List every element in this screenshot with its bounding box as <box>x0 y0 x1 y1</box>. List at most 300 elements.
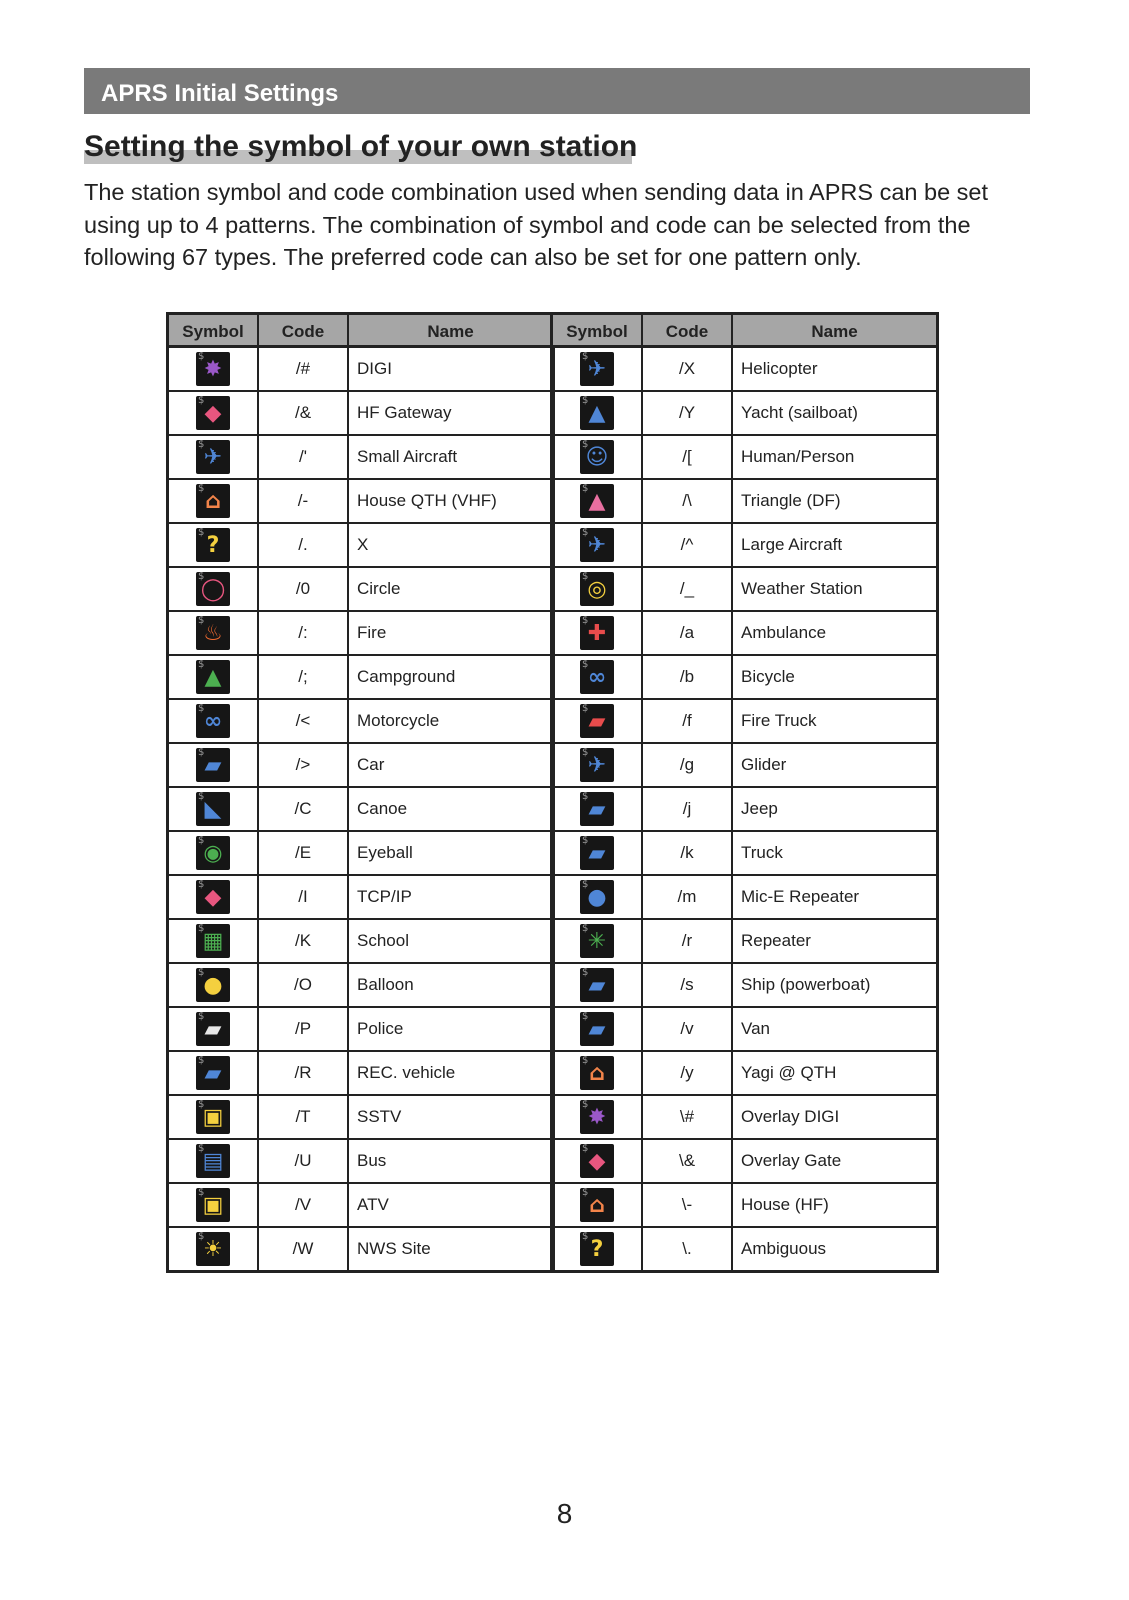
table-row <box>552 611 938 655</box>
section-title: APRS Initial Settings <box>101 80 339 107</box>
name-cell: Triangle (DF) <box>732 479 938 523</box>
mic-repeater-icon <box>580 880 614 914</box>
weather-station-icon <box>580 572 614 606</box>
dollar-mark-icon: $ <box>198 616 205 626</box>
symbol-glyph-icon: ● <box>587 885 607 910</box>
symbol-glyph-icon: ✳ <box>587 929 607 954</box>
code-cell: /E <box>258 831 348 875</box>
dollar-mark-icon: $ <box>582 1144 589 1154</box>
code-cell: /- <box>258 479 348 523</box>
symbol-glyph-icon: ✚ <box>587 621 607 646</box>
symbol-glyph-icon: ▰ <box>204 1061 222 1086</box>
symbol-glyph-icon: ▲ <box>588 401 606 426</box>
name-cell: DIGI <box>348 347 554 392</box>
name-cell: Helicopter <box>732 347 938 392</box>
dollar-mark-icon: $ <box>198 836 205 846</box>
dollar-mark-icon: $ <box>198 528 205 538</box>
code-cell: \& <box>642 1139 732 1183</box>
code-cell: /: <box>258 611 348 655</box>
code-cell: /# <box>258 347 348 392</box>
symbol-glyph-icon: ◎ <box>587 577 607 602</box>
table-row <box>552 1227 938 1272</box>
name-cell: Van <box>732 1007 938 1051</box>
symbol-cell <box>552 1183 643 1227</box>
person-icon <box>580 440 614 474</box>
symbol-cell <box>168 347 259 392</box>
table-row <box>168 1139 554 1183</box>
name-cell: Police <box>348 1007 554 1051</box>
dollar-mark-icon: $ <box>198 1188 205 1198</box>
symbol-glyph-icon: ● <box>203 973 223 998</box>
symbol-cell <box>168 611 259 655</box>
dollar-mark-icon: $ <box>582 1232 589 1242</box>
symbol-glyph-icon: ◆ <box>204 401 222 426</box>
name-cell: ATV <box>348 1183 554 1227</box>
symbol-glyph-icon: ▰ <box>588 841 606 866</box>
house-icon <box>196 484 230 518</box>
name-cell: Bus <box>348 1139 554 1183</box>
powerboat-icon <box>580 968 614 1002</box>
dollar-mark-icon: $ <box>198 572 205 582</box>
symbol-glyph-icon: ♨ <box>203 621 223 646</box>
table-row <box>168 743 554 787</box>
symbol-glyph-icon: ◣ <box>204 797 222 822</box>
symbol-cell <box>552 567 643 611</box>
name-cell: Overlay Gate <box>732 1139 938 1183</box>
sailboat-icon <box>580 396 614 430</box>
name-cell: Large Aircraft <box>732 523 938 567</box>
code-cell: /U <box>258 1139 348 1183</box>
symbol-cell <box>552 1095 643 1139</box>
ambiguous-icon <box>580 1232 614 1266</box>
table-row <box>552 655 938 699</box>
code-cell: /g <box>642 743 732 787</box>
dollar-mark-icon: $ <box>582 748 589 758</box>
table-row <box>552 391 938 435</box>
symbol-glyph-icon: ◉ <box>203 841 223 866</box>
symbol-table-left <box>166 312 555 1273</box>
triangle-df-icon <box>580 484 614 518</box>
code-cell: /j <box>642 787 732 831</box>
symbol-cell <box>552 875 643 919</box>
symbol-glyph-icon: ▲ <box>204 665 222 690</box>
motorcycle-icon <box>196 704 230 738</box>
table-row <box>168 479 554 523</box>
dollar-mark-icon: $ <box>198 924 205 934</box>
name-cell: Overlay DIGI <box>732 1095 938 1139</box>
symbol-glyph-icon: ▤ <box>202 1149 224 1174</box>
name-cell: TCP/IP <box>348 875 554 919</box>
nws-site-icon <box>196 1232 230 1266</box>
code-cell: \# <box>642 1095 732 1139</box>
name-cell: Fire <box>348 611 554 655</box>
symbol-glyph-icon: ∞ <box>587 665 607 690</box>
dollar-mark-icon: $ <box>198 748 205 758</box>
name-cell: Eyeball <box>348 831 554 875</box>
symbol-glyph-icon: ▰ <box>588 797 606 822</box>
symbol-cell <box>168 435 259 479</box>
symbol-glyph-icon: ✈ <box>587 533 607 558</box>
symbol-glyph-icon: ⌂ <box>589 1193 605 1218</box>
table-row <box>552 1007 938 1051</box>
symbol-cell <box>168 963 259 1007</box>
code-cell: /. <box>258 523 348 567</box>
symbol-cell <box>168 743 259 787</box>
code-cell: /0 <box>258 567 348 611</box>
code-cell: /r <box>642 919 732 963</box>
name-cell: School <box>348 919 554 963</box>
table-row <box>552 435 938 479</box>
symbol-cell <box>552 1007 643 1051</box>
code-cell: /I <box>258 875 348 919</box>
table-row <box>168 1227 554 1272</box>
dollar-mark-icon: $ <box>198 880 205 890</box>
name-cell: Glider <box>732 743 938 787</box>
symbol-cell <box>552 391 643 435</box>
tcpip-icon <box>196 880 230 914</box>
table-row <box>168 567 554 611</box>
ambulance-icon <box>580 616 614 650</box>
name-cell: Truck <box>732 831 938 875</box>
gateway-icon <box>196 396 230 430</box>
name-cell: Fire Truck <box>732 699 938 743</box>
dollar-mark-icon: $ <box>582 836 589 846</box>
column-header-symbol: Symbol <box>552 314 643 347</box>
table-row <box>552 743 938 787</box>
table-row <box>552 831 938 875</box>
campground-icon <box>196 660 230 694</box>
code-cell: /a <box>642 611 732 655</box>
symbol-glyph-icon: ☺ <box>585 445 609 470</box>
dollar-mark-icon: $ <box>582 396 589 406</box>
intro-paragraph: The station symbol and code combination used when sending data in APRS can be set using up to 4 patterns. The combination of symbol and code can be selected from the following 67 types. The preferred code can also be set for one pattern only. <box>84 179 989 270</box>
symbol-cell <box>552 479 643 523</box>
dollar-mark-icon: $ <box>198 396 205 406</box>
school-icon <box>196 924 230 958</box>
dollar-mark-icon: $ <box>582 660 589 670</box>
dollar-mark-icon: $ <box>582 1012 589 1022</box>
code-cell: /' <box>258 435 348 479</box>
table-row <box>552 1139 938 1183</box>
dollar-mark-icon: $ <box>198 704 205 714</box>
symbol-glyph-icon: ▰ <box>204 1017 222 1042</box>
symbol-glyph-icon: ☀ <box>203 1237 223 1262</box>
code-cell: /v <box>642 1007 732 1051</box>
code-cell: /b <box>642 655 732 699</box>
name-cell: Bicycle <box>732 655 938 699</box>
name-cell: Campground <box>348 655 554 699</box>
name-cell: Jeep <box>732 787 938 831</box>
symbol-cell <box>552 1227 643 1272</box>
name-cell: Repeater <box>732 919 938 963</box>
dollar-mark-icon: $ <box>582 792 589 802</box>
symbol-glyph-icon: ▣ <box>202 1105 224 1130</box>
dollar-mark-icon: $ <box>582 572 589 582</box>
symbol-cell <box>168 655 259 699</box>
symbol-glyph-icon: ◆ <box>588 1149 606 1174</box>
symbol-glyph-icon: ▲ <box>588 489 606 514</box>
symbol-glyph-icon: ▦ <box>202 929 224 954</box>
code-cell: /R <box>258 1051 348 1095</box>
dollar-mark-icon: $ <box>582 968 589 978</box>
symbol-cell <box>168 1139 259 1183</box>
rec-vehicle-icon <box>196 1056 230 1090</box>
section-header-bar <box>84 68 1030 114</box>
table-row <box>552 347 938 392</box>
code-cell: /\ <box>642 479 732 523</box>
symbol-cell <box>552 611 643 655</box>
code-cell: /X <box>642 347 732 392</box>
dollar-mark-icon: $ <box>198 1056 205 1066</box>
name-cell: Motorcycle <box>348 699 554 743</box>
code-cell: /_ <box>642 567 732 611</box>
code-cell: \. <box>642 1227 732 1272</box>
symbol-cell <box>168 479 259 523</box>
car-icon <box>196 748 230 782</box>
dollar-mark-icon: $ <box>582 924 589 934</box>
table-row <box>168 1183 554 1227</box>
symbol-cell <box>168 787 259 831</box>
table-row <box>552 919 938 963</box>
table-row <box>168 963 554 1007</box>
table-row <box>168 611 554 655</box>
table-row <box>168 1095 554 1139</box>
name-cell: House (HF) <box>732 1183 938 1227</box>
symbol-glyph-icon: ✸ <box>203 357 223 382</box>
symbol-cell <box>552 435 643 479</box>
code-cell: /O <box>258 963 348 1007</box>
symbol-glyph-icon: ▰ <box>204 753 222 778</box>
table-row <box>552 479 938 523</box>
glider-icon <box>580 748 614 782</box>
table-row <box>168 347 554 392</box>
symbol-cell <box>552 1139 643 1183</box>
dollar-mark-icon: $ <box>582 616 589 626</box>
table-row <box>552 963 938 1007</box>
column-header-name: Name <box>348 314 554 347</box>
name-cell: Mic-E Repeater <box>732 875 938 919</box>
table-row <box>168 523 554 567</box>
name-cell: Human/Person <box>732 435 938 479</box>
dollar-mark-icon: $ <box>198 968 205 978</box>
table-row <box>168 435 554 479</box>
symbol-cell <box>168 567 259 611</box>
table-row <box>552 523 938 567</box>
symbol-glyph-icon: ⌂ <box>589 1061 605 1086</box>
dollar-mark-icon: $ <box>582 528 589 538</box>
table-header-row <box>168 314 554 347</box>
table-row <box>168 875 554 919</box>
symbol-glyph-icon: ? <box>206 533 220 558</box>
table-row <box>168 787 554 831</box>
symbol-cell <box>168 831 259 875</box>
symbol-cell <box>552 919 643 963</box>
jeep-icon <box>580 792 614 826</box>
star-icon <box>196 352 230 386</box>
balloon-icon <box>196 968 230 1002</box>
dollar-mark-icon: $ <box>582 704 589 714</box>
symbol-cell <box>168 1095 259 1139</box>
name-cell: Ambiguous <box>732 1227 938 1272</box>
name-cell: Ship (powerboat) <box>732 963 938 1007</box>
sstv-icon <box>196 1100 230 1134</box>
table-row <box>168 699 554 743</box>
symbol-cell <box>168 1007 259 1051</box>
dollar-mark-icon: $ <box>198 1100 205 1110</box>
name-cell: Car <box>348 743 554 787</box>
symbol-glyph-icon: ◆ <box>204 885 222 910</box>
code-cell: /y <box>642 1051 732 1095</box>
symbol-glyph-icon: ▰ <box>588 709 606 734</box>
symbol-glyph-icon: ✈ <box>587 753 607 778</box>
symbol-glyph-icon: ▰ <box>588 1017 606 1042</box>
dollar-mark-icon: $ <box>198 352 205 362</box>
symbol-cell <box>552 523 643 567</box>
bus-icon <box>196 1144 230 1178</box>
symbol-cell <box>168 919 259 963</box>
small-aircraft-icon <box>196 440 230 474</box>
code-cell: \- <box>642 1183 732 1227</box>
symbol-glyph-icon: ▰ <box>588 973 606 998</box>
dollar-mark-icon: $ <box>582 880 589 890</box>
symbol-glyph-icon: ✈ <box>587 357 607 382</box>
name-cell: Small Aircraft <box>348 435 554 479</box>
symbol-cell <box>552 655 643 699</box>
symbol-cell <box>552 743 643 787</box>
code-cell: /^ <box>642 523 732 567</box>
column-header-code: Code <box>258 314 348 347</box>
symbol-glyph-icon: ∞ <box>203 709 223 734</box>
code-cell: /; <box>258 655 348 699</box>
table-row <box>168 1007 554 1051</box>
table-header-row <box>552 314 938 347</box>
code-cell: /P <box>258 1007 348 1051</box>
name-cell: REC. vehicle <box>348 1051 554 1095</box>
name-cell: House QTH (VHF) <box>348 479 554 523</box>
table-row <box>552 1183 938 1227</box>
yagi-icon <box>580 1056 614 1090</box>
symbol-cell <box>168 523 259 567</box>
overlay-digi-icon <box>580 1100 614 1134</box>
column-header-code: Code <box>642 314 732 347</box>
dollar-mark-icon: $ <box>198 1012 205 1022</box>
code-cell: /Y <box>642 391 732 435</box>
code-cell: /k <box>642 831 732 875</box>
name-cell: Circle <box>348 567 554 611</box>
fire-truck-icon <box>580 704 614 738</box>
table-row <box>552 567 938 611</box>
code-cell: /T <box>258 1095 348 1139</box>
repeater-icon <box>580 924 614 958</box>
code-cell: /s <box>642 963 732 1007</box>
table-row <box>168 919 554 963</box>
symbol-cell <box>552 347 643 392</box>
table-row <box>168 391 554 435</box>
table-row <box>552 875 938 919</box>
dollar-mark-icon: $ <box>582 440 589 450</box>
symbol-cell <box>168 699 259 743</box>
symbol-glyph-icon: ▣ <box>202 1193 224 1218</box>
dollar-mark-icon: $ <box>198 1144 205 1154</box>
dollar-mark-icon: $ <box>582 1056 589 1066</box>
name-cell: Ambulance <box>732 611 938 655</box>
name-cell: Weather Station <box>732 567 938 611</box>
symbol-cell <box>552 1051 643 1095</box>
house-hf-icon <box>580 1188 614 1222</box>
page-title: Setting the symbol of your own station <box>84 130 638 163</box>
code-cell: /& <box>258 391 348 435</box>
symbol-glyph-icon: ✈ <box>203 445 223 470</box>
name-cell: NWS Site <box>348 1227 554 1272</box>
code-cell: /W <box>258 1227 348 1272</box>
column-header-name: Name <box>732 314 938 347</box>
eyeball-icon <box>196 836 230 870</box>
dollar-mark-icon: $ <box>198 484 205 494</box>
truck-icon <box>580 836 614 870</box>
table-row <box>552 699 938 743</box>
symbol-cell <box>168 1051 259 1095</box>
name-cell: Yacht (sailboat) <box>732 391 938 435</box>
question-icon <box>196 528 230 562</box>
symbol-cell <box>168 1183 259 1227</box>
column-header-symbol: Symbol <box>168 314 259 347</box>
symbol-glyph-icon: ⌂ <box>205 489 221 514</box>
name-cell: Canoe <box>348 787 554 831</box>
symbol-cell <box>552 831 643 875</box>
name-cell: HF Gateway <box>348 391 554 435</box>
name-cell: Yagi @ QTH <box>732 1051 938 1095</box>
symbol-glyph-icon: ◯ <box>200 577 226 602</box>
helicopter-icon <box>580 352 614 386</box>
symbol-cell <box>168 1227 259 1272</box>
table-row <box>168 831 554 875</box>
dollar-mark-icon: $ <box>198 1232 205 1242</box>
fire-icon <box>196 616 230 650</box>
code-cell: /K <box>258 919 348 963</box>
dollar-mark-icon: $ <box>198 660 205 670</box>
overlay-gate-icon <box>580 1144 614 1178</box>
table-row <box>552 787 938 831</box>
code-cell: /[ <box>642 435 732 479</box>
police-icon <box>196 1012 230 1046</box>
dollar-mark-icon: $ <box>582 484 589 494</box>
code-cell: /f <box>642 699 732 743</box>
symbol-cell <box>168 875 259 919</box>
circle-icon <box>196 572 230 606</box>
dollar-mark-icon: $ <box>198 440 205 450</box>
name-cell: X <box>348 523 554 567</box>
symbol-cell <box>168 391 259 435</box>
van-icon <box>580 1012 614 1046</box>
atv-icon <box>196 1188 230 1222</box>
code-cell: /> <box>258 743 348 787</box>
page-heading-wrap <box>84 130 637 164</box>
table-row <box>168 655 554 699</box>
symbol-table-right <box>550 312 939 1273</box>
dollar-mark-icon: $ <box>582 1100 589 1110</box>
symbol-cell <box>552 699 643 743</box>
dollar-mark-icon: $ <box>582 1188 589 1198</box>
page-number: 8 <box>556 1498 573 1529</box>
code-cell: /V <box>258 1183 348 1227</box>
large-aircraft-icon <box>580 528 614 562</box>
name-cell: SSTV <box>348 1095 554 1139</box>
table-row <box>168 1051 554 1095</box>
canoe-icon <box>196 792 230 826</box>
dollar-mark-icon: $ <box>198 792 205 802</box>
symbol-cell <box>552 963 643 1007</box>
name-cell: Balloon <box>348 963 554 1007</box>
